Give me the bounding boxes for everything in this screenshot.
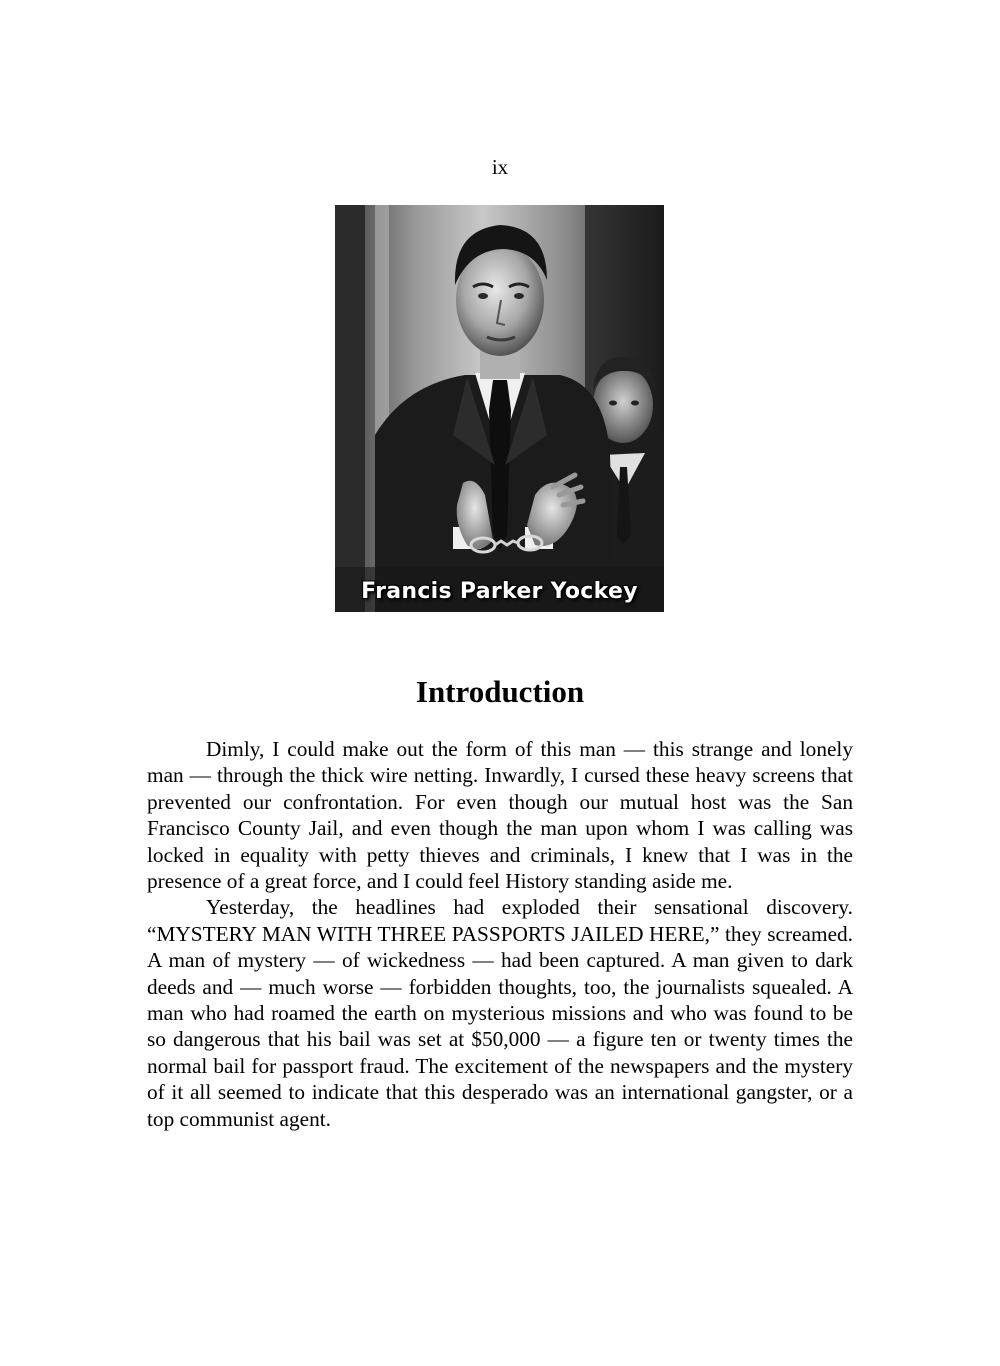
- portrait-photo: [335, 205, 664, 612]
- body-text: [147, 736, 853, 1132]
- paragraph: Dimly, I could make out the form of this man — this strange and lonely man — through the thick wire netting. Inwardly, I cursed these heavy screens that prevented our confrontation. For even though our mutual host was the San Francisco County Jail, and even though the man upon whom I was calling was locked in equality with petty thieves and criminals, I knew that I was in the presence of a great force, and I could feel History standing aside me.: [147, 737, 853, 894]
- page-number: ix: [491, 155, 509, 179]
- paragraph: Yesterday, the headlines had exploded their sensational discovery. “MYSTERY MAN WITH THREE PASSPORTS JAILED HERE,” they screamed. A man of mystery — of wickedness — had been captured. A man given to dark deeds and — much worse — forbidden thoughts, too, the journalists squealed. A man who had roamed the earth on mysterious missions and who was found to be so dangerous that his bail was set at $50,000 — a figure ten or twenty times the normal bail for passport fraud. The excitement of the newspapers and the mystery of it all seemed to indicate that this desperado was an international gangster, or a top communist agent.: [147, 895, 853, 1131]
- chapter-title: Introduction: [415, 674, 585, 709]
- photo-caption: Francis Parker Yockey: [361, 579, 638, 604]
- portrait-image: [335, 205, 664, 612]
